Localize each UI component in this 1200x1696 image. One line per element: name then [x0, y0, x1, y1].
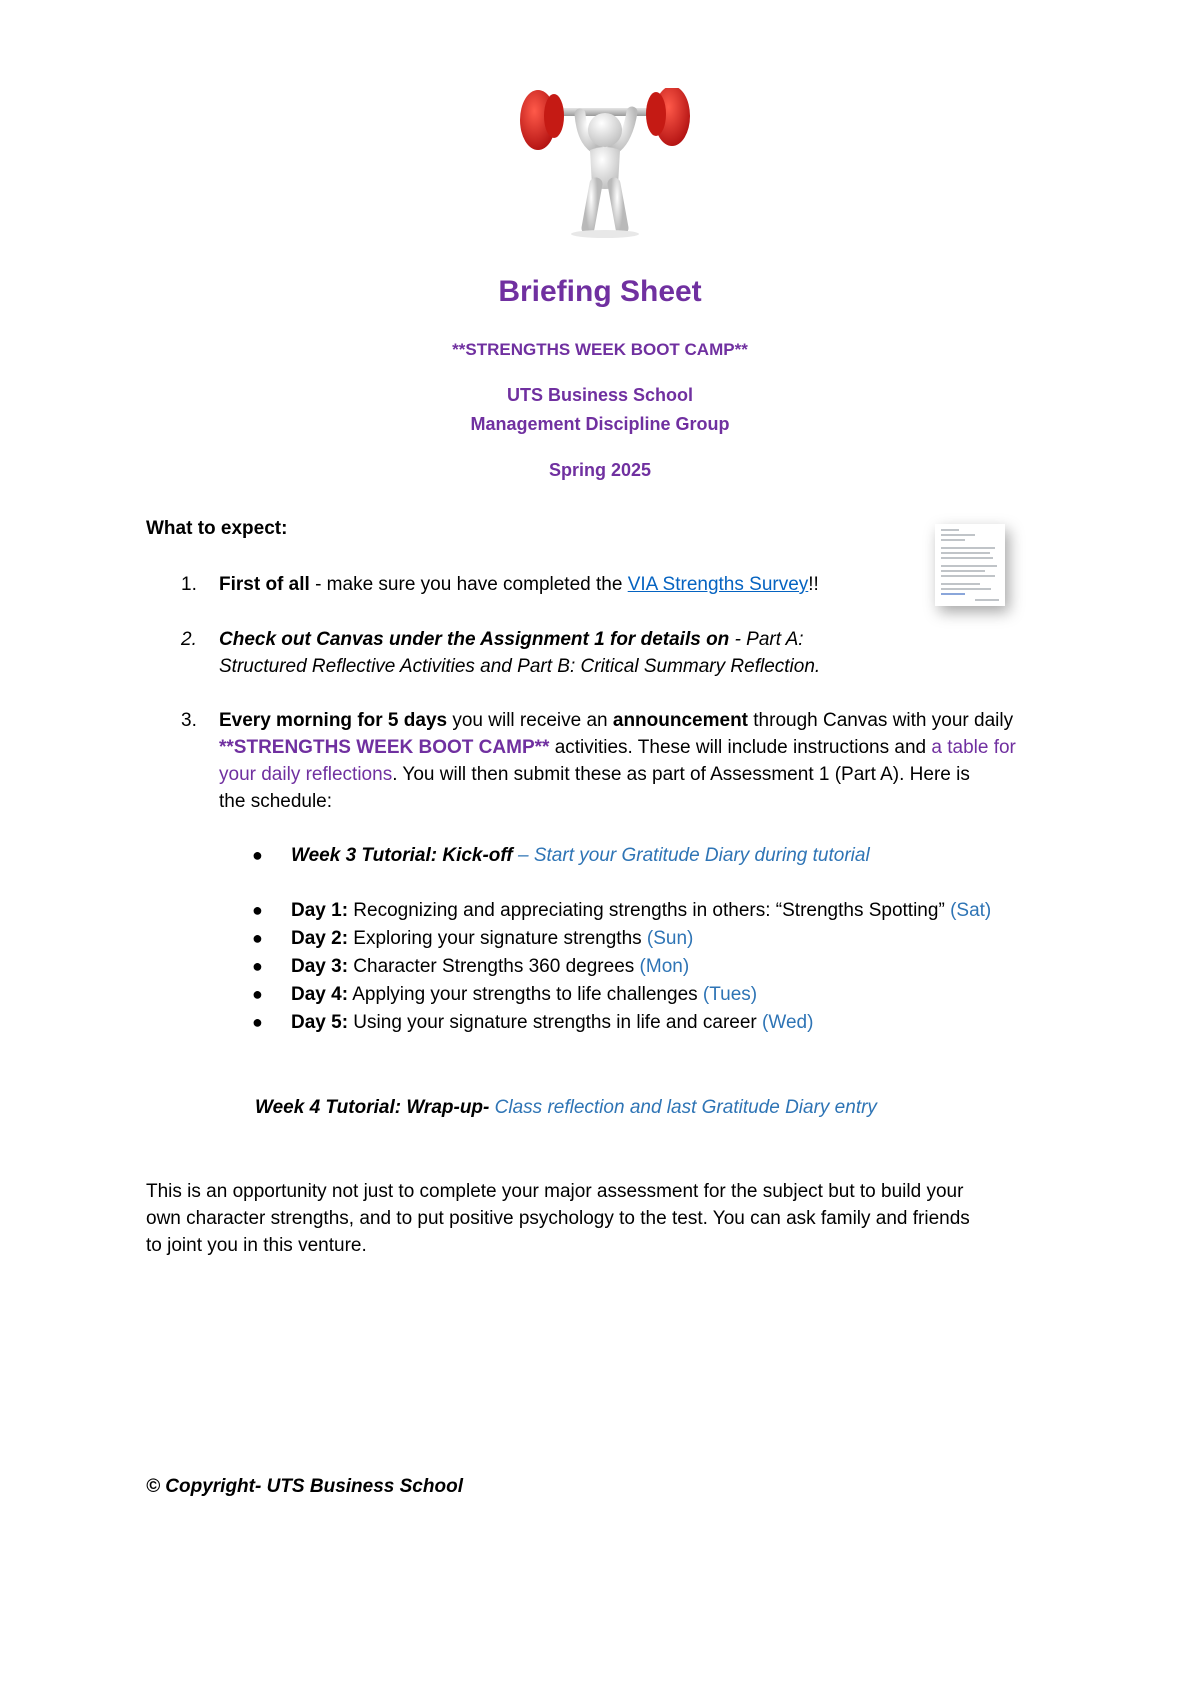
- item-text: you will receive an: [447, 710, 613, 731]
- day-item: [291, 1009, 1091, 1036]
- term-label: Spring 2025: [548, 460, 652, 480]
- day-weekday: (Sun): [646, 928, 694, 949]
- bullet-icon: ●: [252, 984, 263, 1004]
- bullet-icon: ●: [252, 928, 263, 948]
- closing-line: own character strengths, and to put positive psychology to the test. You can ask family and friends: [146, 1208, 970, 1229]
- day-label: Day 1:: [291, 900, 349, 921]
- day-item: [291, 953, 1091, 980]
- list-item-survey: [219, 571, 1069, 598]
- closing-line: to joint you in this venture.: [146, 1235, 367, 1256]
- discipline-line: Management Discipline Group: [470, 414, 730, 434]
- item-number: 2.: [181, 629, 197, 650]
- item-bold: Check out Canvas under the Assignment 1 for details on: [219, 629, 730, 650]
- kickoff-dash: –: [512, 845, 534, 866]
- item-text: . You will then submit these as part of Assessment 1 (Part A). Here is: [392, 764, 970, 785]
- wrapup-item: [255, 1094, 877, 1121]
- day-text: Recognizing and appreciating strengths in others: “Strengths Spotting”: [348, 900, 951, 921]
- day-weekday: (Mon): [639, 956, 690, 977]
- list-item-schedule: [219, 707, 1069, 815]
- day-item: [291, 981, 1091, 1008]
- list-item-canvas: [219, 626, 1069, 680]
- item-number: 1.: [181, 574, 197, 595]
- bullet-icon: ●: [252, 956, 263, 976]
- day-text: Exploring your signature strengths: [348, 928, 647, 949]
- day-label: Day 4:: [291, 984, 349, 1005]
- item-bold: Every morning for 5 days: [219, 710, 448, 731]
- item-text: - make sure you have completed the: [309, 574, 628, 595]
- item-text: the schedule:: [219, 791, 333, 812]
- copyright-footer: © Copyright- UTS Business School: [146, 1476, 463, 1497]
- day-text: Character Strengths 360 degrees: [348, 956, 640, 977]
- day-weekday: (Wed): [762, 1012, 814, 1033]
- item-text: Structured Reflective Activities and Part B: Critical Summary Reflection.: [219, 656, 821, 677]
- closing-line: This is an opportunity not just to complete your major assessment for the subject but to build your: [146, 1181, 964, 1202]
- day-item: [291, 897, 1091, 924]
- day-weekday: (Tues): [702, 984, 758, 1005]
- bootcamp-banner: **STRENGTHS WEEK BOOT CAMP**: [452, 340, 748, 359]
- school-name: [0, 381, 1200, 439]
- reflection-table-text: a table for: [931, 737, 1016, 758]
- day-weekday: (Sat): [950, 900, 992, 921]
- day-label: Day 5:: [291, 1012, 349, 1033]
- bullet-icon: ●: [252, 900, 263, 920]
- wrapup-label: Week 4 Tutorial: Wrap-up-: [255, 1097, 490, 1118]
- day-item: [291, 925, 1091, 952]
- item-number: 3.: [181, 710, 197, 731]
- day-label: Day 2:: [291, 928, 349, 949]
- kickoff-detail: Start your Gratitude Diary during tutorial: [533, 845, 870, 866]
- day-text: Applying your strengths to life challenges: [348, 984, 703, 1005]
- kickoff-item: [291, 842, 1091, 869]
- weightlifter-figure-icon: [510, 88, 700, 238]
- item-bold: announcement: [612, 710, 748, 731]
- item-text: through Canvas with your daily: [748, 710, 1014, 731]
- page-title: Briefing Sheet: [498, 275, 702, 308]
- bullet-icon: ●: [252, 845, 263, 865]
- bootcamp-inline: **STRENGTHS WEEK BOOT CAMP**: [219, 737, 550, 758]
- wrapup-detail: Class reflection and last Gratitude Diary entry: [489, 1097, 877, 1118]
- item-text: - Part A:: [729, 629, 804, 650]
- closing-paragraph: [146, 1178, 1076, 1259]
- item-bold: First of all: [219, 574, 310, 595]
- section-heading: What to expect:: [146, 518, 288, 539]
- bullet-icon: ●: [252, 1012, 263, 1032]
- item-text: activities. These will include instructions and: [549, 737, 932, 758]
- day-text: Using your signature strengths in life and career: [348, 1012, 763, 1033]
- item-text: !!: [808, 574, 819, 595]
- reflection-table-text: your daily reflections: [219, 764, 393, 785]
- school-line: UTS Business School: [506, 385, 694, 405]
- day-label: Day 3:: [291, 956, 349, 977]
- via-survey-link[interactable]: VIA Strengths Survey: [627, 574, 809, 595]
- kickoff-label: Week 3 Tutorial: Kick-off: [291, 845, 513, 866]
